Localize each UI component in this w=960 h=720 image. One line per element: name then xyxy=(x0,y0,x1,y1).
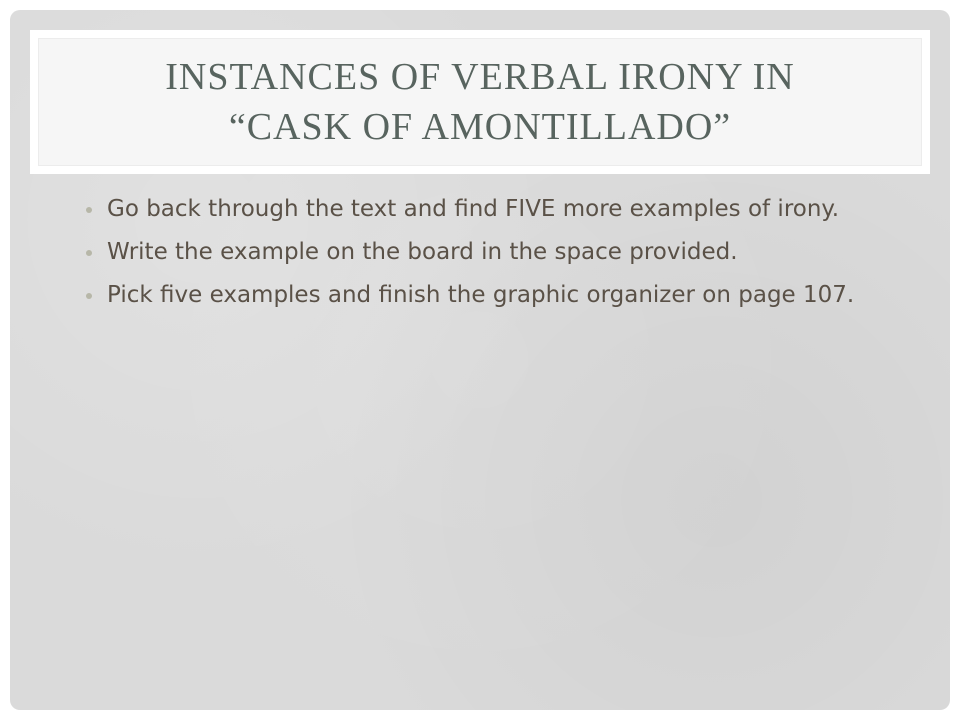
bullet-dot-icon xyxy=(86,293,92,299)
bullet-text: Go back through the text and find FIVE more examples of irony. xyxy=(107,196,840,222)
bullet-list xyxy=(86,194,906,323)
slide xyxy=(10,10,950,710)
bullet-item xyxy=(86,237,906,268)
title-box xyxy=(30,30,930,174)
bullet-item xyxy=(86,280,906,311)
bullet-item xyxy=(86,194,906,225)
title-line-2: “CASK OF AMONTILLADO” xyxy=(228,106,732,148)
title-line-1: INSTANCES OF VERBAL IRONY IN xyxy=(165,56,795,98)
bullet-dot-icon xyxy=(86,250,92,256)
bullet-text: Write the example on the board in the space provided. xyxy=(107,239,738,265)
bullet-dot-icon xyxy=(86,207,92,213)
bullet-text: Pick five examples and finish the graphic organizer on page 107. xyxy=(107,282,855,308)
title-panel xyxy=(38,38,922,166)
